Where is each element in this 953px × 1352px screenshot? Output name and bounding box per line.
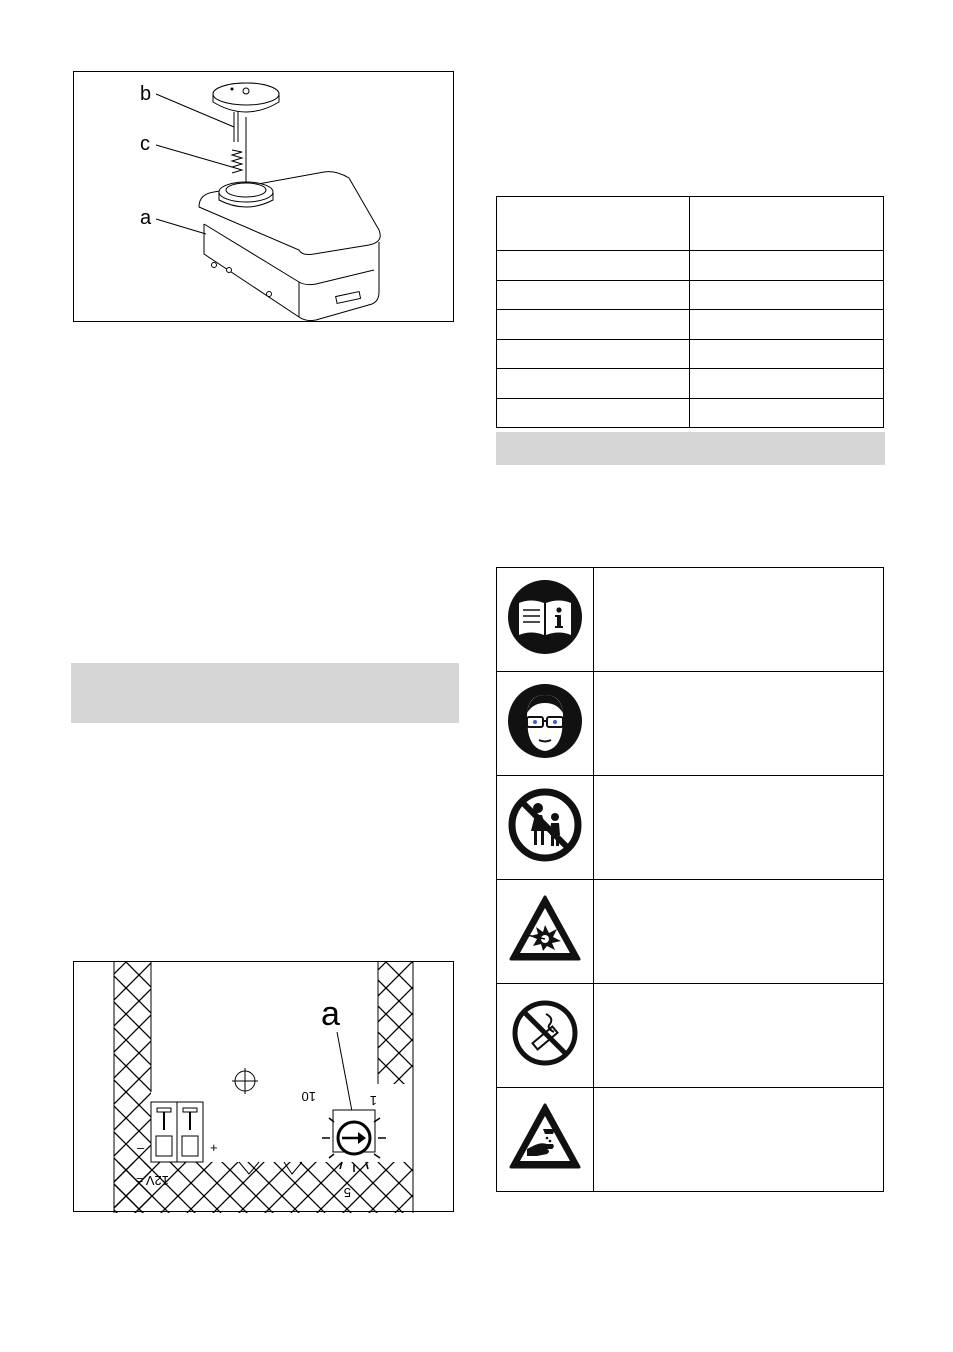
- panel-equals: =: [136, 1173, 144, 1187]
- keep-children-away-icon: [507, 787, 583, 863]
- table-cell: [497, 251, 690, 281]
- wear-goggles-icon: [507, 683, 583, 759]
- label-c: c: [140, 133, 150, 155]
- explosion-warning-icon: [507, 891, 583, 967]
- control-panel-figure: [73, 961, 454, 1212]
- table-row: [497, 399, 884, 428]
- panel-minus: –: [137, 1140, 145, 1155]
- sign-icon-cell: [497, 568, 594, 672]
- table-cell: [497, 369, 690, 399]
- control-panel-drawing: [74, 962, 455, 1213]
- label-b: b: [140, 83, 152, 105]
- table-row: [497, 197, 884, 251]
- dial-mark-5: 5: [343, 1185, 351, 1200]
- table-cell: [497, 197, 690, 251]
- sign-icon-cell: [497, 776, 594, 880]
- sign-text-cell: [594, 568, 884, 672]
- section-heading-bar-right: [496, 432, 885, 465]
- safety-signs-table: [496, 567, 884, 1192]
- table-row: [497, 369, 884, 399]
- table-row: [497, 672, 884, 776]
- table-cell: [690, 369, 884, 399]
- table-cell: [690, 251, 884, 281]
- panel-label-a: a: [321, 995, 340, 1033]
- corrosive-warning-icon: [507, 1099, 583, 1175]
- sign-text-cell: [594, 776, 884, 880]
- sign-text-cell: [594, 1088, 884, 1192]
- label-a: a: [140, 207, 152, 229]
- table-cell: [690, 310, 884, 340]
- sign-icon-cell: [497, 984, 594, 1088]
- table-cell: [497, 399, 690, 428]
- panel-plus: +: [210, 1140, 218, 1155]
- no-smoking-icon: [510, 998, 580, 1068]
- sign-icon-cell: [497, 880, 594, 984]
- table-row: [497, 340, 884, 369]
- table-cell: [690, 197, 884, 251]
- table-cell: [690, 340, 884, 369]
- sign-icon-cell: [497, 1088, 594, 1192]
- table-row: [497, 984, 884, 1088]
- table-cell: [690, 281, 884, 310]
- dial-mark-1: 1: [369, 1093, 377, 1108]
- table-row: [497, 281, 884, 310]
- table-cell: [497, 281, 690, 310]
- table-row: [497, 1088, 884, 1192]
- table-row: [497, 568, 884, 672]
- tank-drawing: [74, 72, 455, 323]
- sign-text-cell: [594, 984, 884, 1088]
- sign-text-cell: [594, 880, 884, 984]
- dial-mark-10: 10: [301, 1089, 316, 1104]
- table-cell: [497, 310, 690, 340]
- spec-table: [496, 196, 884, 428]
- sign-icon-cell: [497, 672, 594, 776]
- table-row: [497, 776, 884, 880]
- read-manual-icon: [507, 579, 583, 655]
- table-row: [497, 880, 884, 984]
- section-heading-bar-left: [71, 663, 459, 723]
- tank-figure: [73, 71, 454, 322]
- table-cell: [690, 399, 884, 428]
- panel-voltage: 12V: [145, 1173, 169, 1188]
- table-cell: [497, 340, 690, 369]
- sign-text-cell: [594, 672, 884, 776]
- table-row: [497, 310, 884, 340]
- table-row: [497, 251, 884, 281]
